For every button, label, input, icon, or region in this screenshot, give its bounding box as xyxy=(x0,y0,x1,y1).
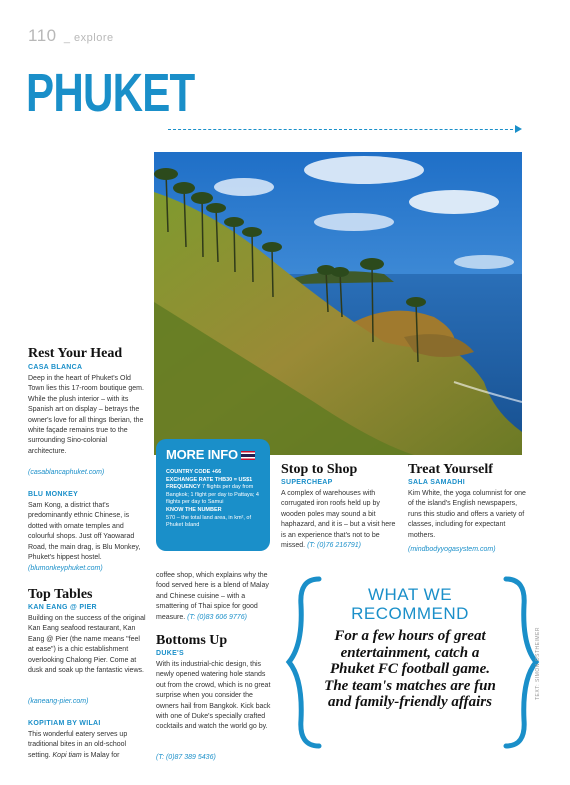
kan-eang-link[interactable]: (kaneang-pier.com) xyxy=(28,698,89,705)
recommend-title-line2: RECOMMEND xyxy=(351,603,469,623)
country-code-text: COUNTRY CODE +66 xyxy=(166,469,222,475)
know-the-number xyxy=(166,507,266,515)
supercheap-text-body: A complex of warehouses with corrugated iron roofs held up by wooden poles may sound a bit haphazard, and it is – but a visit here is an experience that's not to be missed. xyxy=(281,490,396,550)
blu-monkey-link[interactable]: (blumonkeyphuket.com) xyxy=(28,565,103,572)
recommend-body: For a few hours of great entertainment, catch a Phuket FC football game. The team's matches are fun and family-friendly affairs xyxy=(324,628,496,710)
know-the-number-label: KNOW THE NUMBER xyxy=(166,506,222,513)
dukes-text: With its industrial-chic design, this newly opened watering hole stands out from the crowd, which is no great surprise when you consider the owners hail from Bangkok. Kick back with one of Duke's specially crafted cocktails and watch the world go by. xyxy=(156,661,271,731)
sala-samadhi-link[interactable]: (mindbodyyogasystem.com) xyxy=(408,546,496,553)
kopitiam-link[interactable]: (T: (0)83 606 9776) xyxy=(187,613,247,621)
exchange-rate-text: EXCHANGE RATE THB30 = US$1 xyxy=(166,476,253,483)
more-info-box xyxy=(156,439,270,551)
frequency-text: 7 flights per day from Bangkok; 1 flight per day to Pattaya; 4 flights per day to Samui xyxy=(166,484,259,506)
dukes-name: DUKE'S xyxy=(156,650,184,657)
photo-credit: TEXT: SIMON OSTHEIMER xyxy=(535,626,541,700)
arrow-icon xyxy=(515,125,522,133)
rest-your-head-heading: Rest Your Head xyxy=(28,346,123,361)
kopitiam-text-a: This wonderful eatery serves up traditional bites in an old-school setting. xyxy=(28,731,128,759)
thai-flag-icon xyxy=(241,451,255,460)
sala-samadhi-text: Kim White, the yoga columnist for one of the island's English newspapers, runs this studio and offers a variety of classes, including for expectant mothers. xyxy=(408,490,526,539)
recommend-title xyxy=(320,586,500,623)
frequency-label: FREQUENCY xyxy=(166,484,202,491)
casa-blanca-name: CASA BLANCA xyxy=(28,364,83,371)
exchange-rate xyxy=(166,477,266,485)
casa-blanca-link[interactable]: (casablancaphuket.com) xyxy=(28,469,105,476)
casa-blanca-text: Deep in the heart of Phuket's Old Town lies this 17-room boutique gem. While the plush interior – with its Spanish art on display – betrays the owner's love for all things Iberian, the white façade remains true to the surrounding Sino-colonial architecture. xyxy=(28,375,144,455)
blu-monkey-text: Sam Kong, a district that's predominantly ethnic Chinese, is dotted with ornate temples and colourful shops. Just off Yaowarad Road, the main drag, is Blu Monkey, Phuket's hippest hostel. xyxy=(28,502,141,562)
photo-illustration xyxy=(154,152,522,455)
land-area: 570 – the total land area, in km², of Phuket Island xyxy=(166,514,251,529)
treat-yourself-heading: Treat Yourself xyxy=(408,462,493,477)
page-header xyxy=(28,26,114,46)
country-code xyxy=(166,469,266,477)
blu-monkey-name: BLU MONKEY xyxy=(28,491,79,498)
top-tables-heading: Top Tables xyxy=(28,587,93,602)
kopitiam-cont-text: coffee shop, which explains why the food served here is a blend of Malay and Chinese cuisine – with a smattering of Thai spice for good measure. xyxy=(156,572,269,621)
recommend-title-line1: WHAT WE xyxy=(367,585,453,604)
section-name: explore xyxy=(74,32,114,44)
kopitiam-continued-text xyxy=(156,571,274,623)
frequency xyxy=(166,484,266,507)
more-info-text xyxy=(166,469,266,530)
stop-to-shop-heading: Stop to Shop xyxy=(281,462,358,477)
dukes-link[interactable]: (T: (0)87 389 5436) xyxy=(156,754,216,761)
supercheap-text xyxy=(281,489,399,551)
kan-eang-name: KAN EANG @ PIER xyxy=(28,604,97,611)
title-divider xyxy=(168,129,518,130)
kopitiam-text-c: is Malay for xyxy=(81,751,120,759)
kopitiam-text-italic: Kopi tiam xyxy=(52,751,82,759)
page-title: PHUKET xyxy=(26,63,195,123)
left-brace-icon xyxy=(285,575,325,750)
supercheap-name: SUPERCHEAP xyxy=(281,479,333,486)
coastline-photo xyxy=(154,152,522,455)
more-info-heading: MORE INFO xyxy=(166,447,238,462)
right-brace-icon xyxy=(500,575,540,750)
kopitiam-name: KOPITIAM BY WILAI xyxy=(28,720,101,727)
page-number: 110 xyxy=(28,26,57,45)
section-label: _ explore xyxy=(63,32,114,44)
kan-eang-text: Building on the success of the original Kan Eang seafood restaurant, Kan Eang @ Pier (the name means "feel at ease") is a chic establishment overlooking Chalong Pier. Come at dusk and soak up the fantastic views. xyxy=(28,615,146,675)
sala-samadhi-name: SALA SAMADHI xyxy=(408,479,466,486)
bottoms-up-heading: Bottoms Up xyxy=(156,633,228,648)
kopitiam-text xyxy=(28,730,146,761)
supercheap-link[interactable]: (T: (0)76 216791) xyxy=(307,542,362,550)
